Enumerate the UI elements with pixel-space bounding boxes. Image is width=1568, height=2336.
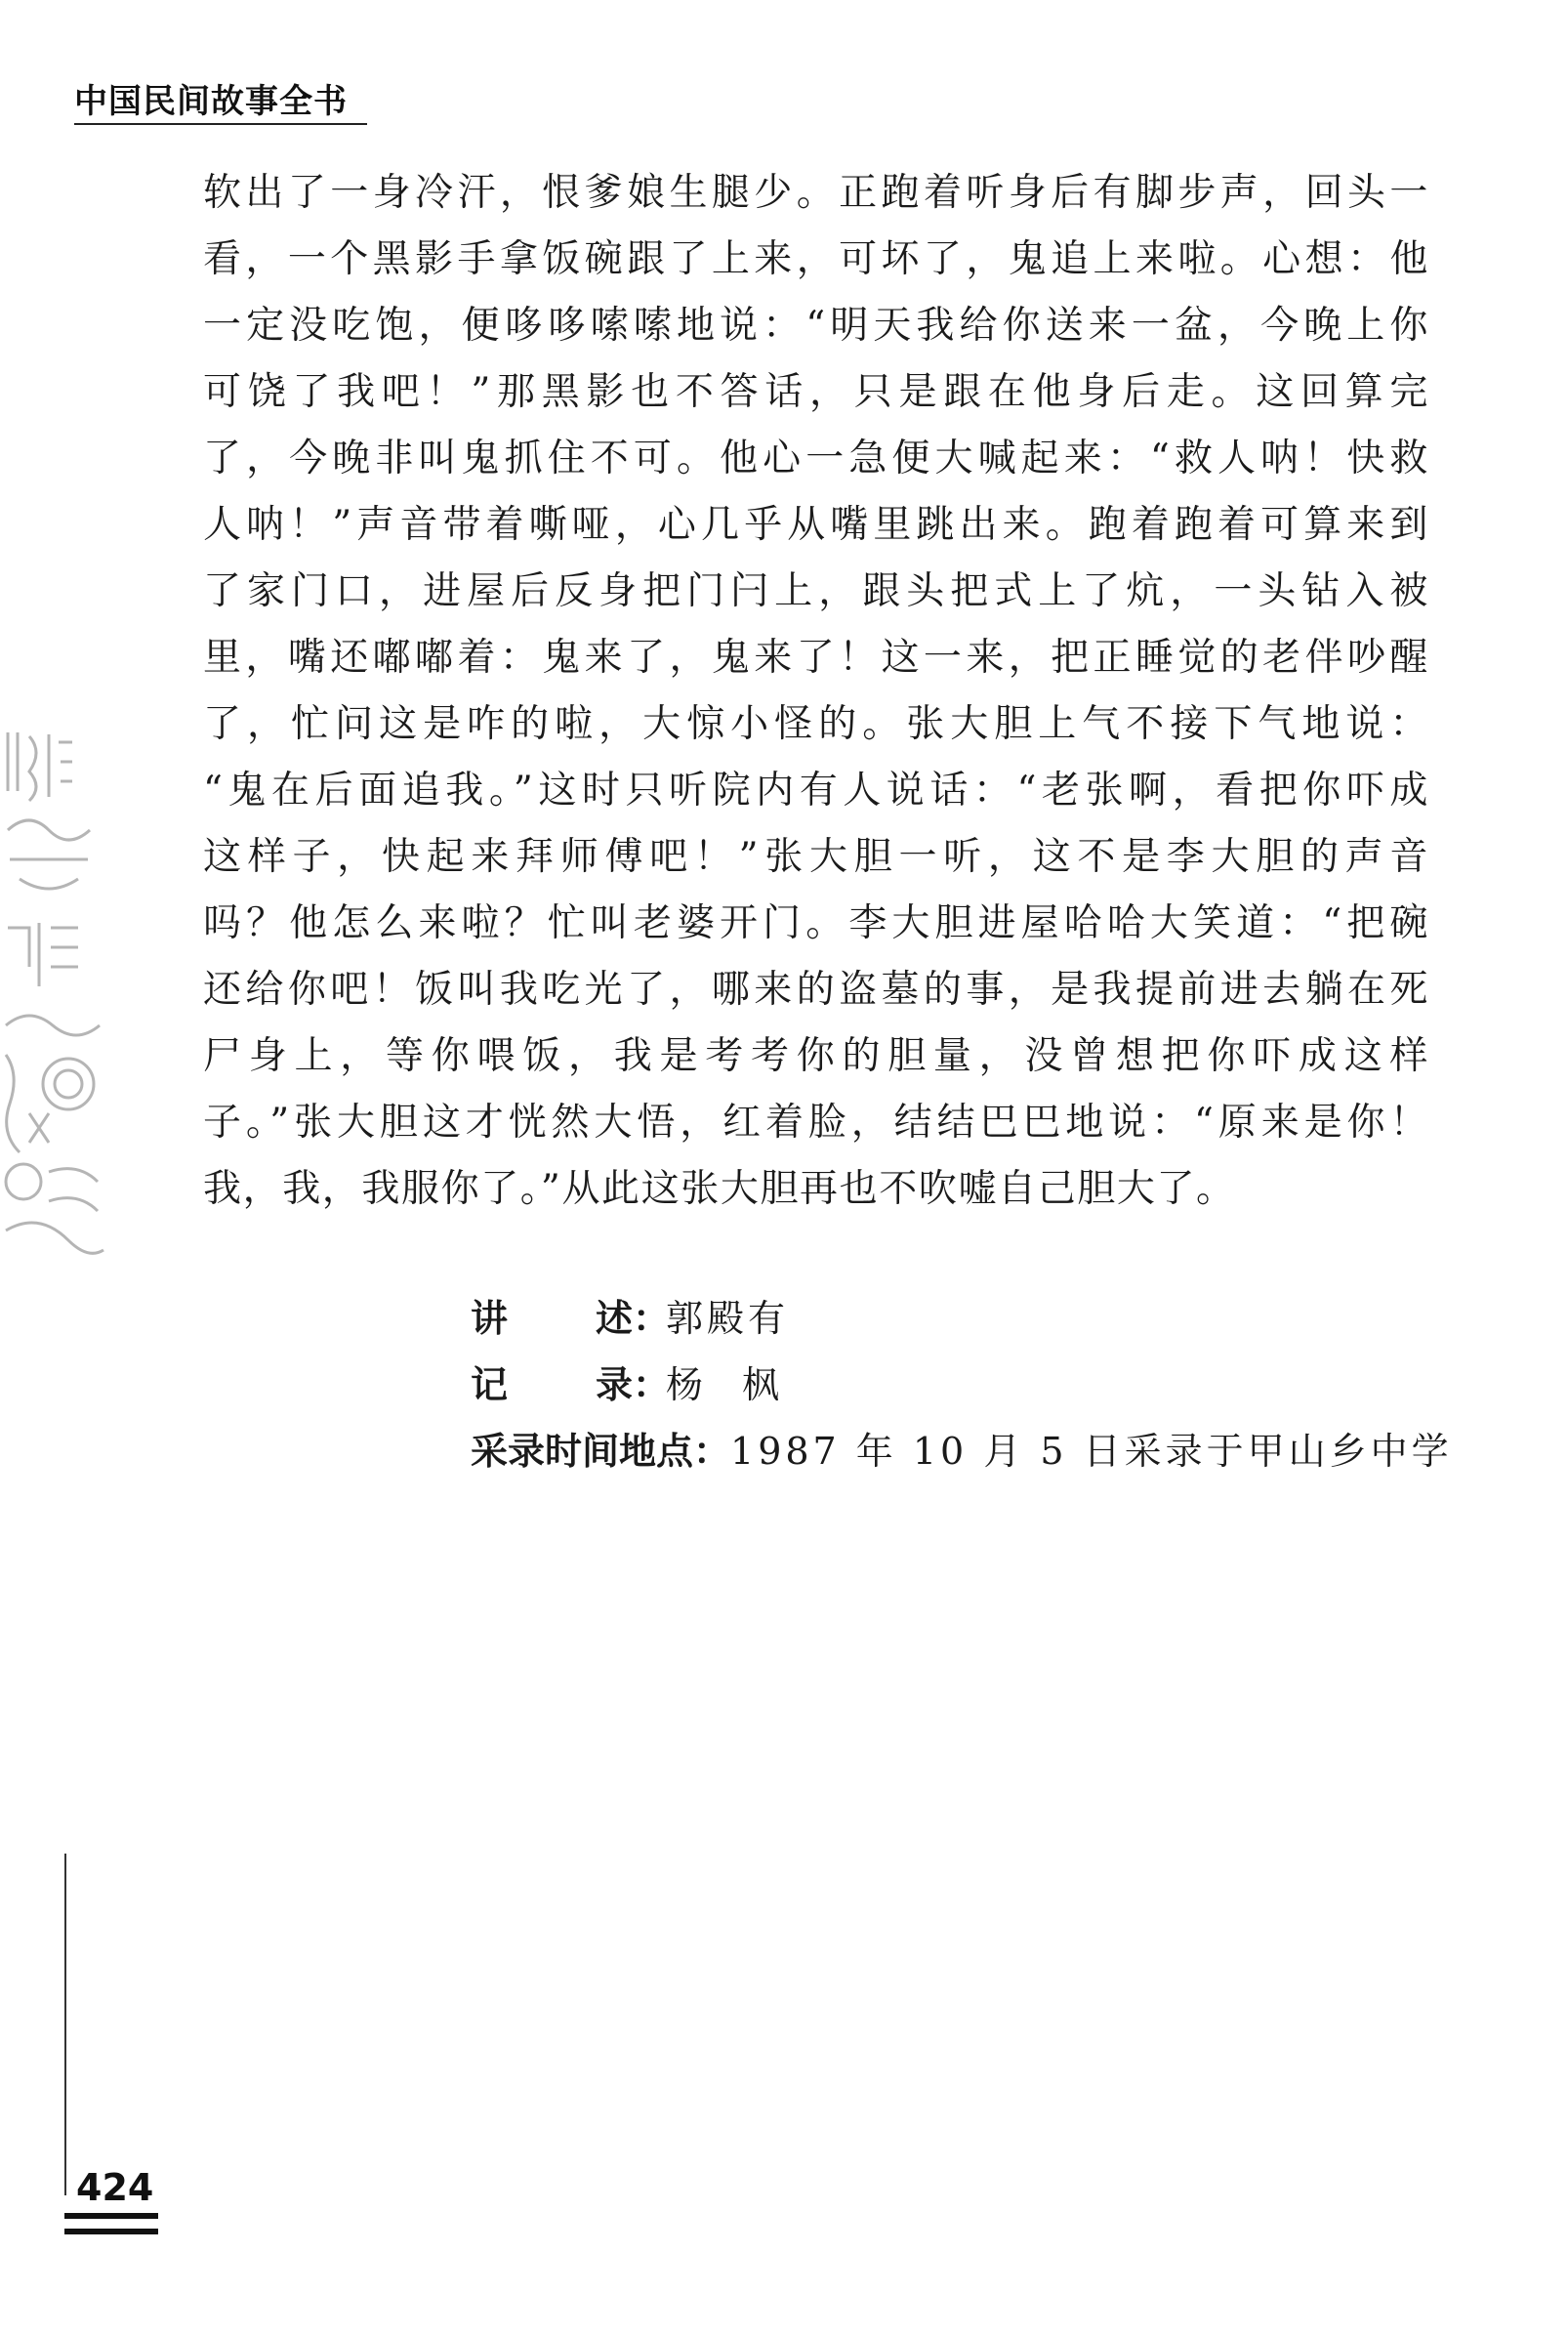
text-line: 子。”张大胆这才恍然大悟，红着脸，结结巴巴地说：“原来是你！ xyxy=(203,1101,1429,1145)
credits-block xyxy=(471,1285,1453,1484)
recorder-row xyxy=(471,1352,1447,1418)
page-bar-bottom xyxy=(64,2229,158,2234)
text-line: 还给你吧！饭叫我吃光了，哪来的盗墓的事，是我提前进去躺在死 xyxy=(203,968,1429,1012)
text-line: “鬼在后面追我。”这时只听院内有人说话：“老张啊，看把你吓成 xyxy=(203,769,1429,813)
text-line: 这样子，快起来拜师傅吧！”张大胆一听，这不是李大胆的声音 xyxy=(203,835,1429,879)
side-decoration-image xyxy=(0,723,107,1270)
text-line: 尸身上，等你喂饭，我是考考你的胆量，没曾想把你吓成这样 xyxy=(203,1034,1429,1078)
text-line: 吗？他怎么来啦？忙叫老婆开门。李大胆进屋哈哈大笑道：“把碗 xyxy=(203,901,1429,945)
story-body xyxy=(203,160,1429,1223)
time-place-row xyxy=(471,1418,1453,1484)
text-line: 了，今晚非叫鬼抓住不可。他心一急便大喊起来：“救人呐！快救 xyxy=(203,437,1429,480)
narrator-label-part: 讲 xyxy=(471,1297,509,1340)
header-rule xyxy=(74,123,367,125)
narrator-label-part: 述： xyxy=(596,1297,671,1340)
margin-rule xyxy=(64,1854,66,2195)
text-line: 看，一个黑影手拿饭碗跟了上来，可坏了，鬼追上来啦。心想：他 xyxy=(203,237,1429,281)
recorder-label xyxy=(471,1352,671,1418)
page-bar-top xyxy=(64,2213,158,2219)
narrator-value: 郭殿有 xyxy=(666,1297,790,1340)
text-line: 可饶了我吧！”那黑影也不答话，只是跟在他身后走。这回算完 xyxy=(203,370,1429,414)
text-line: 了家门口，进屋后反身把门闩上，跟头把式上了炕，一头钻入被 xyxy=(203,569,1429,613)
recorder-value: 杨枫 xyxy=(666,1363,819,1406)
narrator-row xyxy=(471,1285,1447,1352)
time-place-value: 1987 年 10 月 5 日采录于甲山乡中学 xyxy=(730,1430,1453,1473)
text-line: 我，我，我服你了。”从此这张大胆再也不吹嘘自己胆大了。 xyxy=(203,1167,1236,1211)
page-number: 424 xyxy=(76,2166,154,2209)
recorder-label-part: 录： xyxy=(596,1363,671,1406)
text-line: 里，嘴还嘟嘟着：鬼来了，鬼来了！这一来，把正睡觉的老伴吵醒 xyxy=(203,636,1429,680)
text-line: 一定没吃饱，便哆哆嗦嗦地说：“明天我给你送来一盆，今晚上你 xyxy=(203,304,1429,348)
recorder-label-part: 记 xyxy=(471,1363,509,1406)
text-line: 人呐！”声音带着嘶哑，心几乎从嘴里跳出来。跑着跑着可算来到 xyxy=(203,503,1429,547)
time-place-label: 采录时间地点： xyxy=(471,1430,731,1473)
text-line: 了，忙问这是咋的啦，大惊小怪的。张大胆上气不接下气地说： xyxy=(203,702,1429,746)
text-line: 软出了一身冷汗，恨爹娘生腿少。正跑着听身后有脚步声，回头一 xyxy=(203,171,1429,215)
book-title: 中国民间故事全书 xyxy=(74,82,348,121)
narrator-label xyxy=(471,1285,671,1352)
